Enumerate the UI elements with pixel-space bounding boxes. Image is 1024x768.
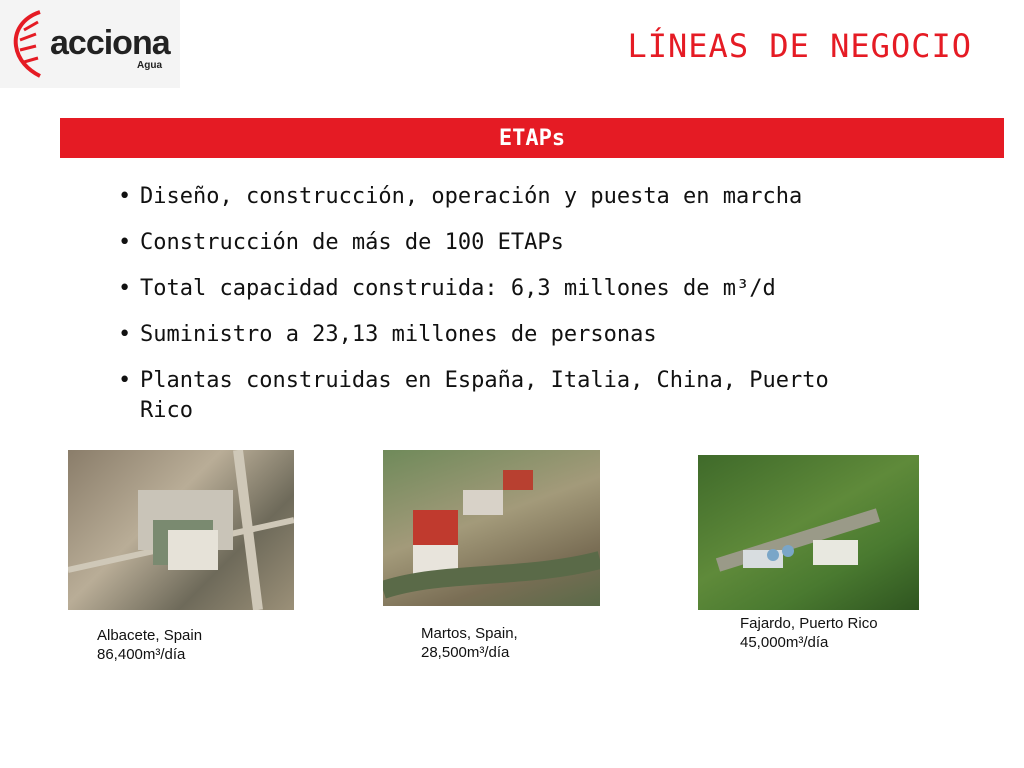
bullet-text: Total capacidad construida: 6,3 millones de m³/d	[140, 276, 776, 301]
acciona-leaf-icon	[10, 8, 50, 78]
bullet-item	[118, 274, 838, 304]
albacete-caption	[97, 626, 202, 664]
bullet-dot-icon: •	[118, 230, 132, 255]
bullet-item	[118, 320, 838, 350]
caption-capacity: 86,400m³/día	[97, 646, 186, 663]
section-bar	[60, 118, 1004, 158]
caption-capacity: 45,000m³/día	[740, 634, 829, 651]
logo-subtitle: Agua	[137, 60, 162, 71]
martos-caption	[421, 624, 518, 662]
bullet-dot-icon: •	[118, 368, 132, 393]
caption-location: Albacete, Spain	[97, 627, 203, 644]
bullet-dot-icon: •	[118, 184, 132, 209]
bullet-item	[118, 228, 838, 258]
bullet-dot-icon: •	[118, 322, 132, 347]
logo-wordmark: acciona	[50, 24, 170, 62]
albacete-plant-photo	[68, 450, 294, 610]
section-title: ETAPs	[498, 125, 566, 151]
acciona-logo	[0, 0, 180, 88]
bullet-list	[118, 182, 838, 442]
caption-location: Fajardo, Puerto Rico	[740, 615, 878, 632]
martos-plant-photo	[383, 450, 600, 606]
caption-location: Martos, Spain,	[421, 625, 518, 642]
bullet-text: Suministro a 23,13 millones de personas	[140, 322, 657, 347]
bullet-text: Plantas construidas en España, Italia, China, Puerto Rico	[140, 368, 829, 423]
bullet-text: Construcción de más de 100 ETAPs	[140, 230, 564, 255]
bullet-item	[118, 366, 838, 426]
fajardo-plant-photo	[698, 455, 919, 610]
bullet-dot-icon: •	[118, 276, 132, 301]
page-title: LÍNEAS DE NEGOCIO	[627, 27, 972, 65]
bullet-item	[118, 182, 838, 212]
fajardo-caption	[740, 614, 878, 652]
bullet-text: Diseño, construcción, operación y puesta en marcha	[140, 184, 803, 209]
caption-capacity: 28,500m³/día	[421, 644, 510, 661]
